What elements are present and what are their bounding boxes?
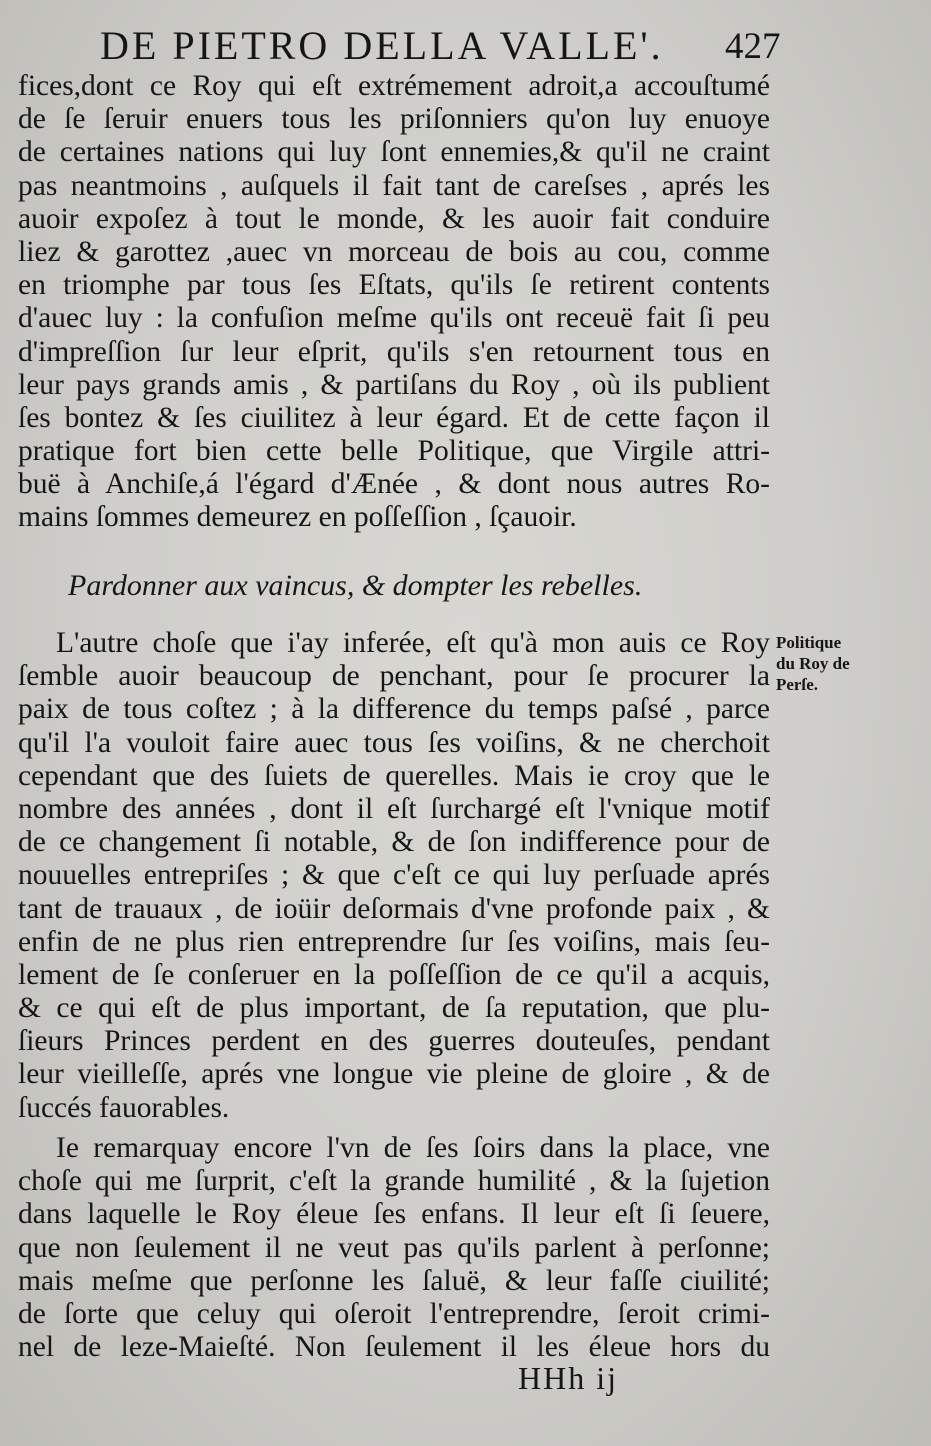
text-line: ſes bontez & ſes ciuilitez à leur égard. Et de cette façon il <box>18 401 770 434</box>
text-line: de ſe ſeruir enuers tous les priſonniers qu'on luy enuoye <box>18 103 770 136</box>
text-line: Ie remarquay encore l'vn de ſes ſoirs dans la place, vne <box>56 1132 770 1164</box>
text-line: mains ſommes demeurez en poſſeſſion , ſçauoir. <box>18 501 577 534</box>
margin-note-line: Perſe. <box>776 675 818 694</box>
text-line: pratique fort bien cette belle Politique, que Virgile attri- <box>18 435 770 468</box>
text-line: lement de ſe conſeruer en la poſſeſſion de ce qu'il a acquis, <box>18 958 770 991</box>
text-line: de ſorte que celuy qui oſeroit l'entreprendre, ſeroit crimi- <box>18 1297 770 1330</box>
text-line: d'impreſſion ſur leur eſprit, qu'ils s'en retournent tous en <box>18 335 770 368</box>
text-line: que non ſeulement il ne veut pas qu'ils parlent à perſonne; <box>18 1231 770 1264</box>
text-line: de certaines nations qui luy ſont ennemies,& qu'il ne craint <box>18 136 770 169</box>
text-line: paix de tous coſtez ; à la difference du temps paſsé , parce <box>18 693 770 726</box>
text-line: leur vieilleſſe, aprés vne longue vie pleine de gloire , & de <box>18 1058 770 1091</box>
text-line: enfin de ne plus rien entreprendre ſur ſes voiſins, mais ſeu- <box>18 925 770 958</box>
running-title: DE PIETRO DELLA VALLE'. <box>100 23 664 68</box>
text-line: nombre des années , dont il eſt ſurchargé eſt l'vnique motif <box>18 792 770 825</box>
text-line: choſe qui me ſurprit, c'eſt la grande humilité , & la ſujetion <box>18 1165 770 1198</box>
margin-note <box>776 632 906 695</box>
text-line: dans laquelle le Roy éleue ſes enfans. Il leur eſt ſi ſeuere, <box>18 1198 770 1231</box>
text-line: nel de leze-Maieſté. Non ſeulement il les éleue hors du <box>18 1331 770 1364</box>
text-line: ſuccés fauorables. <box>18 1091 230 1124</box>
paragraph-continued <box>18 70 770 535</box>
text-line: qu'il l'a vouloit faire auec tous ſes voiſins, & ne cherchoit <box>18 726 770 759</box>
text-line: pas neantmoins , auſquels il fait tant de careſses , aprés les <box>18 169 770 202</box>
text-line: liez & garottez ,auec vn morceau de bois au cou, comme <box>18 235 770 268</box>
text-line: de ce changement ſi notable, & de ſon indifference pour de <box>18 826 770 859</box>
paragraph-politique <box>18 627 770 1125</box>
text-line: ſieurs Princes perdent en des guerres douteuſes, pendant <box>18 1025 770 1058</box>
text-line: mais meſme que perſonne les ſaluë, & leur faſſe ciuilité; <box>18 1264 770 1297</box>
text-line: leur pays grands amis , & partiſans du Roy , où ils publient <box>18 368 770 401</box>
text-line: nouuelles entrepriſes ; & que c'eſt ce qui luy perſuade aprés <box>18 859 770 892</box>
text-line: ſemble auoir beaucoup de penchant, pour ſe procurer la <box>18 660 770 693</box>
page-number: 427 <box>725 26 781 67</box>
text-line: L'autre choſe que i'ay inferée, eſt qu'à mon auis ce Roy <box>56 627 770 659</box>
text-line: tant de trauaux , de ioüir deſormais d'vne profonde paix , & <box>18 892 770 925</box>
text-line: auoir expoſez à tout le monde, & les auoir fait conduire <box>18 202 770 235</box>
text-line: cependant que des ſuiets de querelles. Mais ie croy que le <box>18 759 770 792</box>
italic-quotation: Pardonner aux vaincus, & dompter les rebelles. <box>68 569 643 602</box>
text-line: & ce qui eſt de plus important, de ſa reputation, que plu- <box>18 992 770 1025</box>
paragraph-enfans <box>18 1132 770 1364</box>
margin-note-line: Politique <box>776 633 842 652</box>
text-line: fices,dont ce Roy qui eſt extrémement adroit,a accouſtumé <box>18 70 770 102</box>
text-line: d'auec luy : la confuſion meſme qu'ils ont receuë fait ſi peu <box>18 302 770 335</box>
signature-mark: HHh ij <box>518 1360 618 1396</box>
text-line: en triomphe par tous ſes Eſtats, qu'ils ſe retirent contents <box>18 269 770 302</box>
margin-note-line: du Roy de <box>776 654 850 673</box>
text-line: buë à Anchiſe,á l'égard d'Ænée , & dont nous autres Ro- <box>18 468 770 501</box>
